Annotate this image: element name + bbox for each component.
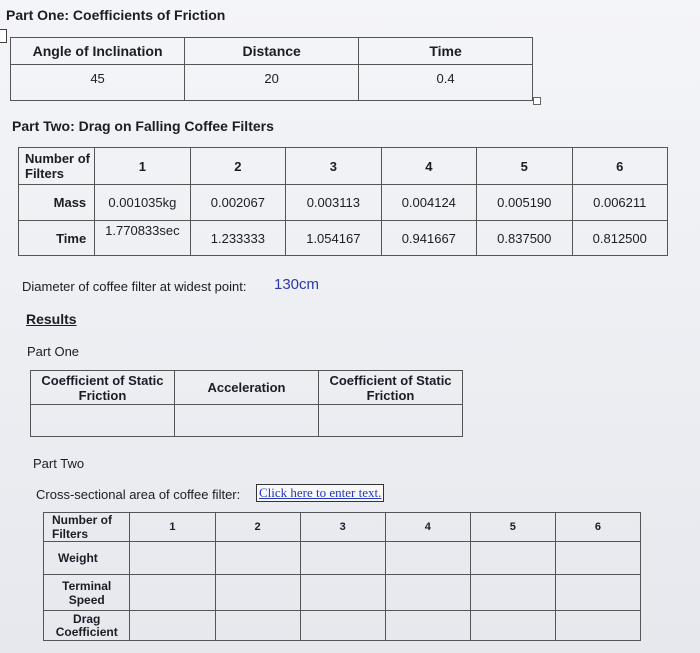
row-label-number-of-filters: Number of Filters xyxy=(44,513,130,542)
filter-number: 2 xyxy=(190,148,285,185)
result-header-coefficient: Coefficient of Static Friction xyxy=(31,371,175,405)
time-cell[interactable]: 1.770833sec xyxy=(95,221,190,256)
part-one-title: Part One: Coefficients of Friction xyxy=(6,7,226,23)
value-distance[interactable]: 20 xyxy=(185,65,359,101)
results-part-two-table xyxy=(43,512,641,641)
filter-number: 4 xyxy=(381,148,476,185)
row-label-number-of-filters: Number of Filters xyxy=(19,148,95,185)
row-label-mass: Mass xyxy=(19,185,95,221)
result-cell[interactable] xyxy=(174,405,318,437)
drag-cell[interactable] xyxy=(300,611,385,641)
row-label-time: Time xyxy=(19,221,95,256)
filter-number: 3 xyxy=(300,513,385,542)
cross-section-label: Cross-sectional area of coffee filter: xyxy=(36,487,241,502)
speed-cell[interactable] xyxy=(385,575,470,611)
drag-cell[interactable] xyxy=(215,611,300,641)
time-cell[interactable]: 1.054167 xyxy=(286,221,381,256)
weight-cell[interactable] xyxy=(215,542,300,575)
time-cell[interactable]: 0.837500 xyxy=(477,221,572,256)
resize-handle-icon[interactable] xyxy=(533,97,541,105)
mass-cell[interactable]: 0.005190 xyxy=(477,185,572,221)
part-two-title: Part Two: Drag on Falling Coffee Filters xyxy=(12,118,274,134)
header-distance: Distance xyxy=(185,38,359,65)
result-header-acceleration: Acceleration xyxy=(174,371,318,405)
filter-number: 1 xyxy=(130,513,215,542)
mass-cell[interactable]: 0.004124 xyxy=(381,185,476,221)
weight-cell[interactable] xyxy=(300,542,385,575)
time-cell[interactable]: 0.812500 xyxy=(572,221,667,256)
mass-cell[interactable]: 0.001035kg xyxy=(95,185,190,221)
header-time: Time xyxy=(359,38,533,65)
results-part-one-label: Part One xyxy=(27,344,80,359)
row-label-terminal-speed: Terminal Speed xyxy=(44,575,130,611)
result-header-coefficient: Coefficient of Static Friction xyxy=(319,371,463,405)
row-label-weight: Weight xyxy=(44,542,130,575)
filter-number: 4 xyxy=(385,513,470,542)
diameter-value[interactable]: 130cm xyxy=(274,276,320,293)
drag-cell[interactable] xyxy=(385,611,470,641)
speed-cell[interactable] xyxy=(130,575,215,611)
filter-number: 1 xyxy=(95,148,190,185)
weight-cell[interactable] xyxy=(555,542,640,575)
drag-cell[interactable] xyxy=(470,611,555,641)
filter-number: 6 xyxy=(555,513,640,542)
weight-cell[interactable] xyxy=(130,542,215,575)
results-part-one-table xyxy=(30,370,463,437)
weight-cell[interactable] xyxy=(470,542,555,575)
table-handle-icon[interactable] xyxy=(0,29,7,43)
diameter-label: Diameter of coffee filter at widest point: xyxy=(22,279,247,294)
filter-number: 6 xyxy=(572,148,667,185)
mass-cell[interactable]: 0.006211 xyxy=(572,185,667,221)
part-two-table xyxy=(18,147,668,256)
part-one-table xyxy=(10,37,533,101)
drag-cell[interactable] xyxy=(555,611,640,641)
result-cell[interactable] xyxy=(319,405,463,437)
filter-number: 2 xyxy=(215,513,300,542)
speed-cell[interactable] xyxy=(470,575,555,611)
filter-number: 3 xyxy=(286,148,381,185)
results-heading: Results xyxy=(26,311,77,327)
speed-cell[interactable] xyxy=(215,575,300,611)
results-part-two-label: Part Two xyxy=(33,456,85,471)
time-cell[interactable]: 1.233333 xyxy=(190,221,285,256)
row-label-drag-coefficient: Drag Coefficient xyxy=(44,611,130,641)
mass-cell[interactable]: 0.003113 xyxy=(286,185,381,221)
cross-section-input[interactable]: Click here to enter text. xyxy=(256,484,384,502)
filter-number: 5 xyxy=(477,148,572,185)
header-angle: Angle of Inclination xyxy=(11,38,185,65)
mass-cell[interactable]: 0.002067 xyxy=(190,185,285,221)
drag-cell[interactable] xyxy=(130,611,215,641)
filter-number: 5 xyxy=(470,513,555,542)
value-time[interactable]: 0.4 xyxy=(359,65,533,101)
speed-cell[interactable] xyxy=(300,575,385,611)
value-angle[interactable]: 45 xyxy=(11,65,185,101)
weight-cell[interactable] xyxy=(385,542,470,575)
result-cell[interactable] xyxy=(31,405,175,437)
speed-cell[interactable] xyxy=(555,575,640,611)
time-cell[interactable]: 0.941667 xyxy=(381,221,476,256)
